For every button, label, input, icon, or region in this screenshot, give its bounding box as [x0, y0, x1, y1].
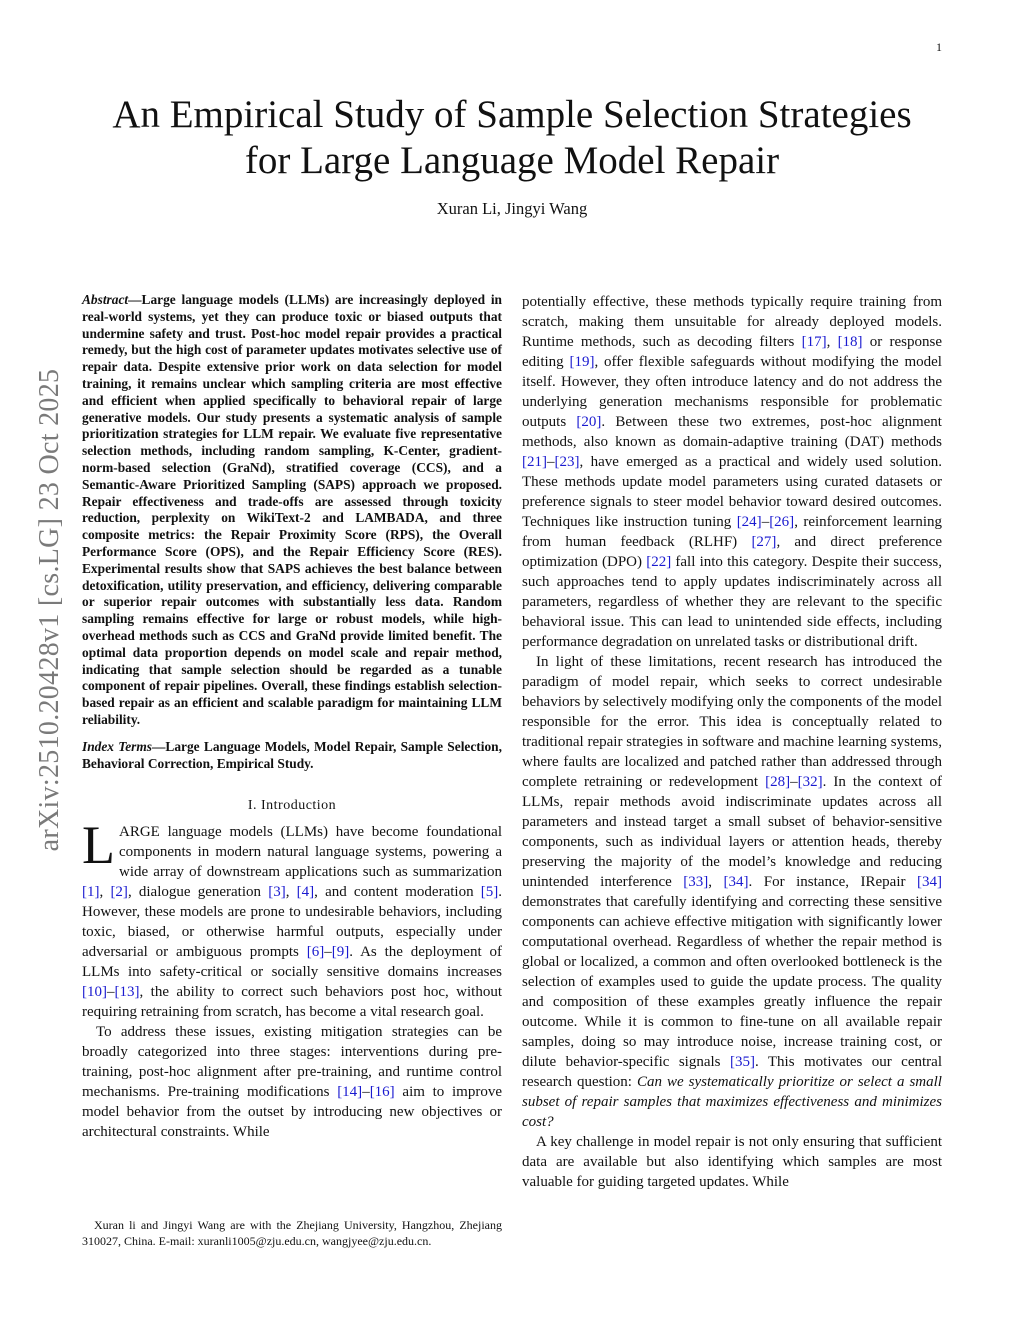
body-text: – — [761, 514, 770, 530]
body-text: . For instance, IRepair — [748, 874, 918, 890]
citation-link[interactable]: [17] — [801, 334, 827, 350]
intro-text: – — [362, 1084, 370, 1101]
citation-link[interactable]: [33] — [683, 874, 709, 890]
citation-link[interactable]: [23] — [554, 454, 580, 470]
index-terms-label: Index Terms — [82, 738, 153, 754]
citation-link[interactable]: [28] — [765, 774, 791, 790]
citation-link[interactable]: [27] — [751, 534, 777, 550]
body-text: , reinforcement learning from human feedback (RLHF) — [522, 514, 942, 550]
intro-text: , the ability to correct such behaviors post hoc, without requiring retraining from scratch, has become a vital research goal. — [82, 984, 502, 1021]
body-text: or response editing — [522, 334, 942, 370]
intro-text: , and content moderation — [314, 884, 481, 901]
citation-link[interactable]: [5] — [480, 884, 499, 901]
citation-link[interactable]: [6] — [306, 944, 325, 961]
body-text: , — [708, 874, 724, 890]
drop-cap: L — [82, 815, 115, 876]
research-question: Can we systematically prioritize or select a small subset of repair samples that maximizes effectiveness and minimizes cost? — [522, 1074, 942, 1130]
citation-link[interactable]: [16] — [369, 1084, 395, 1101]
intro-text: , dialogue generation — [127, 884, 269, 901]
citation-link[interactable]: [14] — [337, 1084, 363, 1101]
body-text: , have emerged as a practical and widely used solution. These methods update model parameters using curated datasets or preference signals to steer model behavior toward desired outcomes. Techniques like instruction tuning — [522, 454, 942, 530]
citation-link[interactable]: [2] — [110, 884, 128, 901]
body-text: potentially effective, these methods typically require training from scratch, making them unsuitable for already deployed models. Runtime methods, such as decoding filters — [522, 294, 942, 350]
citation-link[interactable]: [13] — [114, 984, 140, 1001]
citation-link[interactable]: [34] — [917, 874, 943, 890]
title-line-2: for Large Language Model Repair — [244, 139, 780, 182]
citation-link[interactable]: [32] — [797, 774, 823, 790]
title-line-1: An Empirical Study of Sample Selection Strategies — [112, 93, 912, 136]
citation-link[interactable]: [1] — [82, 884, 100, 901]
intro-text: – — [324, 944, 332, 961]
index-terms-dash: — — [152, 738, 166, 754]
citation-link[interactable]: [20] — [576, 414, 602, 430]
body-text: . Between these two extremes, post-hoc alignment methods, also known as domain-adaptive training (DAT) methods — [522, 414, 942, 450]
body-text: In light of these limitations, recent research has introduced the paradigm of model repair, which seeks to correct undesirable behaviors by selectively modifying only the components of the model responsible for the error. This idea is conceptually related to traditional repair strategies in software and machine learning systems, where faults are localized and patched rather than addressed through complete retraining or redevelopment — [522, 654, 942, 790]
page-number: 1 — [936, 40, 942, 54]
right-column — [522, 292, 942, 1192]
index-terms — [82, 739, 502, 773]
intro-paragraph-2 — [82, 1022, 502, 1142]
authors: Xuran Li, Jingyi Wang — [436, 199, 588, 218]
abstract-paragraph — [82, 292, 502, 729]
intro-text: . As the deployment of LLMs into safety-critical or socially sensitive domains increases — [82, 944, 502, 981]
intro-text: aim to improve model behavior from the outset by introducing new objectives or architectural constraints. While — [82, 1084, 502, 1141]
citation-link[interactable]: [3] — [268, 884, 286, 901]
body-text: . In the context of LLMs, repair methods avoid indiscriminate updates across all parameters and instead target a small subset of behavior-sensitive components, such as individual layers or attention heads, thereby preserving the majority of the model’s knowledge and reducing unintended interference — [522, 774, 942, 890]
footnote-text: Xuran li and Jingyi Wang are with the Zhejiang University, Hangzhou, Zhejiang 310027, China. E-mail: xuranli1005@zju.edu.cn, wangjyee@zju.edu.cn. — [82, 1218, 502, 1248]
intro-text: . However, these models are prone to undesirable behaviors, including toxic, biased, or otherwise harmful outputs, especially under adversarial or ambiguous prompts — [82, 884, 502, 961]
intro-text: To address these issues, existing mitigation strategies can be broadly categorized into three stages: interventions during pre-training, post-hoc alignment after pre-training, and runtime control mechanisms. Pre-training modifications — [82, 1024, 502, 1101]
body-text: . This motivates our central research question: — [522, 1054, 942, 1090]
abstract-text: Large language models (LLMs) are increasingly deployed in real-world systems, yet they can produce toxic or biased outputs that undermine safety and trust. Post-hoc model repair provides a practical remedy, but the high cost of parameter updates motivates selective use of repair data. Despite extensive prior work on data selection for model training, it remains unclear which sampling criteria are most effective and efficient when applied specifically to behavioral repair of large generative models. Our study presents a systematic analysis of sample prioritization strategies for LLM repair. We evaluate five representative selection methods, including random sampling, K-Center, gradient-norm-based selection (GraNd), stratified coverage (CCS), and a Semantic-Aware Prioritized Sampling (SAPS) approach we proposed. Repair effectiveness and trade-offs are assessed through toxicity reduction, perplexity on WikiText-2 and LAMBADA, and three composite metrics: the Repair Proximity Score (RPS), the Overall Performance Score (OPS), and the Repair Efficiency Score (RES). Experimental results show that SAPS achieves the best balance between detoxification, utility preservation, and efficiency, delivering comparable or superior repair outcomes with substantially less data. Random sampling remains effective for large or robust models, while high-overhead methods such as CCS and GraNd provide limited benefit. The optimal data proportion depends on model scale and repair method, indicating that sample selection should be regarded as a tunable component of repair pipelines. Overall, these findings establish selection-based repair as an efficient and scalable paradigm for maintaining LLM reliability. — [82, 292, 502, 727]
citation-link[interactable]: [10] — [82, 984, 107, 1001]
left-column — [82, 292, 502, 1142]
abstract-label: Abstract — [82, 292, 129, 307]
citation-link[interactable]: [4] — [296, 884, 315, 901]
right-paragraph-3: A key challenge in model repair is not only ensuring that sufficient data are available but also identifying which samples are most valuable for guiding targeted updates. While — [522, 1134, 942, 1190]
citation-link[interactable]: [35] — [729, 1054, 755, 1070]
body-text: fall into this category. Despite their success, such approaches tend to apply updates indiscriminately across all parameters, regardless of whether they are relevant to the specific behavioral issue. This can lead to unintended side effects, including performance degradation on unrelated tasks or distributional drift. — [522, 554, 942, 650]
intro-text: , — [99, 884, 111, 901]
citation-link[interactable]: [19] — [569, 354, 595, 370]
right-paragraph-1 — [522, 292, 942, 652]
body-text: demonstrates that carefully identifying and correcting these sensitive components can achieve effective mitigation with significantly lower computational overhead. Regardless of whether the repair method is global or localized, a common and often overlooked bottleneck is the selection of examples used to guide the update process. The quality and composition of these examples greatly influence the repair outcome. While it is common to fine-tune on all available repair samples, doing so may introduce noise, increase training cost, or dilute behavior-specific signals — [522, 894, 942, 1070]
citation-link[interactable]: [18] — [837, 334, 863, 350]
citation-link[interactable]: [24] — [736, 514, 762, 530]
body-text: , and direct preference optimization (DPO) — [522, 534, 943, 570]
paper-title — [60, 92, 964, 184]
abstract-dash: — — [128, 292, 142, 307]
body-text: – — [790, 774, 798, 790]
citation-link[interactable]: [26] — [769, 514, 795, 530]
citation-link[interactable]: [9] — [331, 944, 350, 961]
citation-link[interactable]: [34] — [723, 874, 749, 890]
citation-link[interactable]: [21] — [522, 454, 547, 470]
intro-text: ARGE language models (LLMs) have become foundational components in modern natural language systems, powering a wide array of downstream applications such as summarization — [119, 824, 502, 881]
intro-paragraph-1 — [82, 815, 502, 1022]
intro-text: – — [107, 984, 115, 1001]
index-terms-text: Large Language Models, Model Repair, Sample Selection, Behavioral Correction, Empirical Study. — [82, 738, 502, 771]
citation-link[interactable]: [22] — [646, 554, 672, 570]
body-text: , offer flexible safeguards without modifying the model itself. However, they often introduce latency and do not address the underlying generation mechanisms responsible for problematic outputs — [522, 354, 942, 430]
footnote — [82, 1217, 502, 1249]
body-text: , — [826, 334, 838, 350]
right-paragraph-2 — [522, 652, 942, 1132]
intro-text: , — [285, 884, 297, 901]
section-heading-introduction: I. Introduction — [247, 798, 337, 814]
body-text: – — [547, 454, 555, 470]
arxiv-identifier-text: arXiv:2510.20428v1 [cs.LG] 23 Oct 2025 — [34, 368, 65, 852]
abstract — [82, 292, 502, 772]
